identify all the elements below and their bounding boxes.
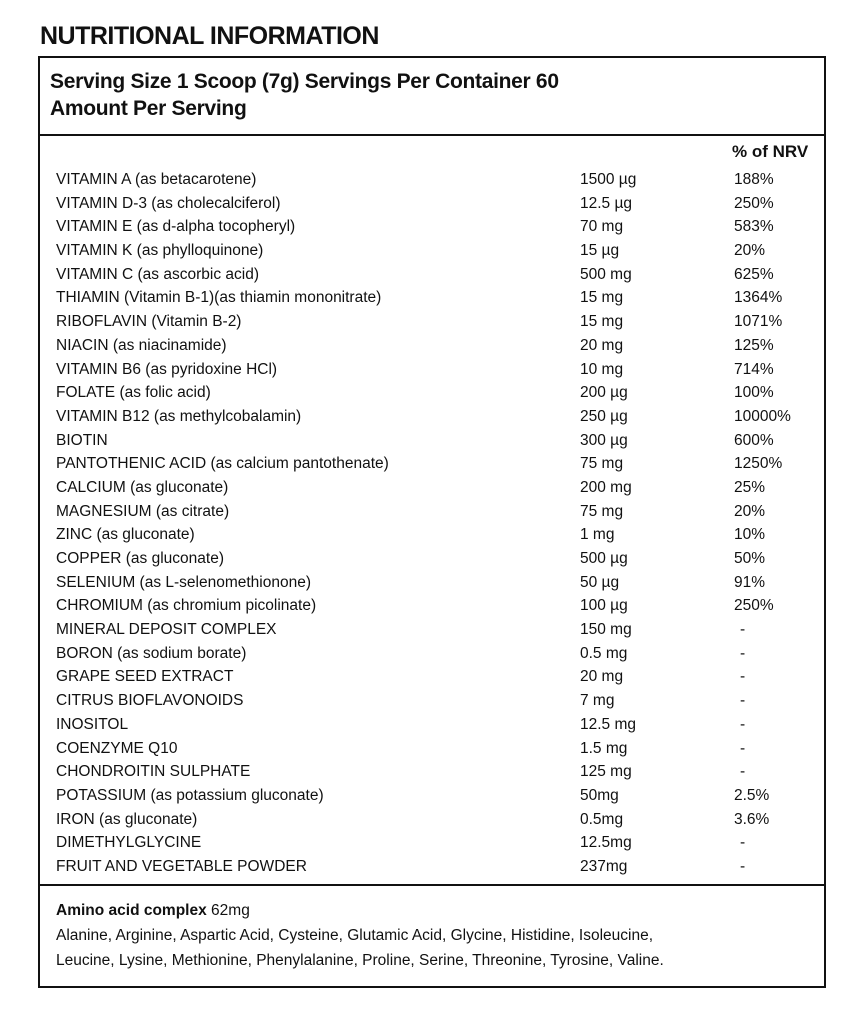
nutrient-nrv: 1071% [734,313,783,331]
amino-acid-list-line-1: Alanine, Arginine, Aspartic Acid, Cysteine, Glutamic Acid, Glycine, Histidine, Isoleucine, [56,927,654,944]
nutrient-amount: 500 mg [580,265,632,283]
nutrient-row [40,192,824,216]
nutrient-name: NIACIN (as niacinamide) [56,336,227,354]
nutrient-nrv: 600% [734,431,774,449]
nutrient-name: POTASSIUM (as potassium gluconate) [56,786,324,804]
nutrient-amount: 15 mg [580,313,624,331]
nutrient-name: DIMETHYLGLYCINE [56,834,202,852]
amount-per-serving-text: Amount Per Serving [50,97,247,120]
nutrient-nrv: 1364% [734,289,783,307]
nutrient-amount: 75 mg [580,502,624,520]
nutrient-row [40,239,824,263]
nutrient-nrv: - [740,668,746,686]
nutrient-nrv: - [740,857,746,875]
nutrient-amount: 150 mg [580,621,632,639]
nutrient-amount: 75 mg [580,455,624,473]
nutrient-amount: 15 µg [580,242,620,260]
nutrient-row [40,523,824,547]
amino-acid-title: Amino acid complex [56,902,207,919]
nutrient-nrv: 125% [734,336,774,354]
nutrient-row [40,215,824,239]
nutrient-amount: 250 µg [580,407,628,425]
nutrient-nrv: 625% [734,265,774,283]
nutrient-name: FOLATE (as folic acid) [56,384,211,402]
nutrient-nrv: - [740,692,746,710]
nutrient-amount: 20 mg [580,336,624,354]
nutrient-amount: 1.5 mg [580,739,628,757]
nutrient-amount: 300 µg [580,431,628,449]
nutrient-row [40,286,824,310]
section-divider [40,884,824,886]
nutrient-row [40,452,824,476]
nutrient-name: VITAMIN A (as betacarotene) [56,171,257,188]
nutrient-name: GRAPE SEED EXTRACT [56,668,234,686]
nrv-column-header: % of NRV [732,142,809,161]
nutrient-row [40,665,824,689]
nutrient-amount: 70 mg [580,218,624,236]
nutrient-row [40,808,824,832]
nutrient-nrv: 91% [734,573,766,591]
nutrient-amount: 125 mg [580,763,632,781]
nutrient-amount: 1500 µg [580,171,637,188]
nutrient-amount: 0.5 mg [580,644,628,662]
page-title: NUTRITIONAL INFORMATION [40,22,379,50]
nutrient-name: BIOTIN [56,431,108,449]
nutrient-name: SELENIUM (as L-selenomethionone) [56,573,312,591]
nutrient-name: PANTOTHENIC ACID (as calcium pantothenate) [56,455,389,473]
amino-acid-heading [56,898,816,923]
nutrient-nrv: - [740,621,746,639]
nutrient-row [40,500,824,524]
nutrient-row [40,547,824,571]
nutrient-nrv: 20% [734,502,766,520]
nutrient-amount: 12.5 µg [580,194,633,212]
nutrient-name: IRON (as gluconate) [56,810,198,828]
nutrient-amount: 100 µg [580,597,628,615]
amino-acid-list-line-2: Leucine, Lysine, Methionine, Phenylalanine, Proline, Serine, Threonine, Tyrosine, Valine. [56,952,664,969]
nutrient-nrv: 714% [734,360,774,378]
nutrient-row [40,713,824,737]
nutrient-name: RIBOFLAVIN (Vitamin B-2) [56,313,242,331]
nutrient-amount: 200 µg [580,384,628,402]
nutrient-nrv: 188% [734,171,774,188]
nutrient-amount: 12.5 mg [580,715,637,733]
nutrient-amount: 50 µg [580,573,620,591]
nutrient-row [40,263,824,287]
nutrient-nrv: 10000% [734,407,791,425]
nutrient-nrv: 10% [734,526,766,544]
nutrient-row [40,310,824,334]
nutrient-amount: 7 mg [580,692,615,710]
nutrient-name: ZINC (as gluconate) [56,526,195,544]
nutrient-row [40,168,824,192]
nutrient-nrv: - [740,763,746,781]
nutrient-row [40,737,824,761]
nutrient-name: COENZYME Q10 [56,739,178,757]
nutrient-nrv: 250% [734,597,774,615]
nutrient-row [40,334,824,358]
nutrient-nrv: 250% [734,194,774,212]
amino-acid-section [56,898,816,973]
nutrient-nrv: 3.6% [734,810,770,828]
nutrient-amount: 500 µg [580,550,628,567]
nutrient-row [40,358,824,382]
nutrient-name: THIAMIN (Vitamin B-1)(as thiamin mononitrate) [56,289,382,307]
nutrient-amount: 12.5mg [580,834,632,852]
nutrient-amount: 0.5mg [580,810,624,828]
nutrient-nrv: - [740,715,746,733]
nutrient-name: VITAMIN D-3 (as cholecalciferol) [56,194,281,212]
nutrient-amount: 1 mg [580,526,615,544]
nutrient-amount: 10 mg [580,360,624,378]
nutrient-amount: 237mg [580,857,628,875]
nutrient-nrv: 25% [734,478,766,496]
nutrient-name: BORON (as sodium borate) [56,644,247,662]
nutrient-nrv: - [740,644,746,662]
nutrient-nrv: 2.5% [734,786,770,804]
nutrition-panel [38,56,826,988]
nutrient-row [40,405,824,429]
nutrient-name: MAGNESIUM (as citrate) [56,502,230,520]
nutrient-name: COPPER (as gluconate) [56,550,224,567]
nutrient-name: FRUIT AND VEGETABLE POWDER [56,857,307,875]
nutrient-row [40,855,824,879]
nutrient-amount: 15 mg [580,289,624,307]
nutrient-row [40,831,824,855]
nutrient-name: VITAMIN B6 (as pyridoxine HCl) [56,360,278,378]
nutrient-row [40,784,824,808]
nutrient-amount: 50mg [580,786,619,804]
nutrient-name: VITAMIN B12 (as methylcobalamin) [56,407,302,425]
nutrient-nrv: 100% [734,384,774,402]
nutrient-table [40,168,824,879]
nutrient-name: CHROMIUM (as chromium picolinate) [56,597,317,615]
nutrient-row [40,381,824,405]
nutrient-name: MINERAL DEPOSIT COMPLEX [56,621,277,639]
nutrient-nrv: 583% [734,218,774,236]
nutrient-row [40,760,824,784]
nutrient-row [40,429,824,453]
serving-header [40,58,824,136]
nutrient-name: VITAMIN K (as phylloquinone) [56,242,264,260]
nutrient-amount: 200 mg [580,478,632,496]
nutrient-name: VITAMIN C (as ascorbic acid) [56,265,259,283]
nutrient-name: VITAMIN E (as d-alpha tocopheryl) [56,218,296,236]
serving-size-text: Serving Size 1 Scoop (7g) Servings Per Container 60 [50,70,559,93]
nutrient-row [40,571,824,595]
nutrient-amount: 20 mg [580,668,624,686]
nutrient-nrv: 50% [734,550,766,567]
nutrient-row [40,594,824,618]
nutrient-name: CITRUS BIOFLAVONOIDS [56,692,244,710]
nutrient-row [40,689,824,713]
nutrient-name: INOSITOL [56,715,129,733]
nutrient-nrv: - [740,834,746,852]
amino-acid-amount: 62mg [206,902,250,919]
nutrient-nrv: 1250% [734,455,783,473]
nutrient-row [40,642,824,666]
nutrient-row [40,618,824,642]
nutrient-row [40,476,824,500]
nutrient-name: CHONDROITIN SULPHATE [56,763,251,781]
nutrient-name: CALCIUM (as gluconate) [56,478,229,496]
nutrient-nrv: - [740,739,746,757]
nutrient-nrv: 20% [734,242,766,260]
